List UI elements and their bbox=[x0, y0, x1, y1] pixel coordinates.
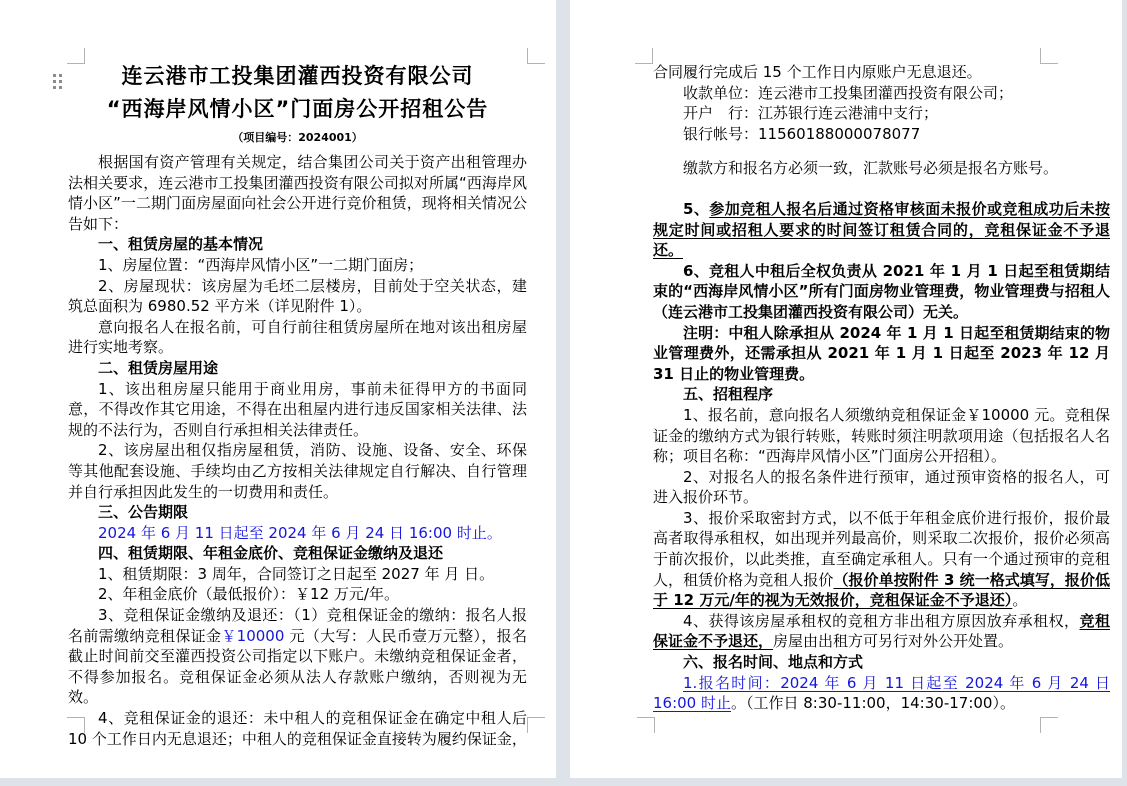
section-4-item-3 bbox=[68, 605, 527, 708]
section-5-item-2: 2、对报名人的报名条件进行预审，通过预审资格的报名人，可进入报价环节。 bbox=[653, 467, 1110, 507]
section-5-item-3 bbox=[653, 508, 1110, 611]
item-5-text: 参加竞租人报名后通过资格审核面未报价或竞租成功后未按规定时间或招租人要求的时间签订租赁合同的，竞租保证金不予退还。 bbox=[653, 199, 1110, 260]
account-number-line: 银行帐号：11560188000078077 bbox=[683, 124, 921, 143]
section-4-item-4: 4、竞租保证金的退还：未中租人的竞租保证金在确定中租人后 10 个工作日内无息退还；中租人的竞租保证金直接转为履约保证金， bbox=[68, 709, 527, 748]
bid-form-requirement: （报价单按附件 3 统一格式填写，报价低于 12 万元/年的视为无效报价，竞租保证金不予退还） bbox=[653, 570, 1110, 610]
section-2-item-2: 2、该房屋出租仅指房屋租赁，消防、设施、设备、安全、环保等其他配套设施、手续均由乙方按相关法律规定自行解决、自行管理并自行承担因此发生的一切费用和责任。 bbox=[68, 441, 527, 501]
section-1-note: 意向报名人在报名前，可自行前往租赁房屋所在地对该出租房屋进行实地考察。 bbox=[68, 317, 527, 357]
margin-crop-mark-bottom-right bbox=[1040, 717, 1058, 733]
text-run: 。 bbox=[1012, 591, 1028, 610]
project-number: （项目编号：2024001） bbox=[232, 131, 363, 144]
section-4-item-1: 1、租赁期限：3 周年，合同签订之日起至 2027 年 月 日。 bbox=[98, 564, 495, 583]
section-2-item-1: 1、该出租房屋只能用于商业用房，事前未征得甲方的书面同意，不得改作其它用途，不得在出租屋内进行违反国家相关法律、法规的不法行为，否则自行承担相关法律责任。 bbox=[68, 379, 527, 439]
section-5-heading: 五、招租程序 bbox=[683, 385, 774, 404]
section-1-item-2: 2、房屋现状：该房屋为毛坯二层楼房，目前处于空关状态，建筑总面积为 6980.52 平方米（详见附件 1）。 bbox=[68, 276, 527, 316]
section-4-item-2: 2、年租金底价（最低报价）：￥12 万元/年。 bbox=[98, 585, 399, 604]
text-run: 4、获得该房屋承租权的竞租方非出租方原因放弃承租权， bbox=[683, 611, 1080, 630]
margin-crop-mark-bottom-right bbox=[527, 717, 545, 733]
section-1-heading: 一、租赁房屋的基本情况 bbox=[98, 235, 264, 254]
text-run: 3、报价采取密封方式，以不低于年租金底价进行报价，报价最高者取得承租权，如出现并列最高价，则采取二次报价，报价必须高于前次报价，以此类推，直至确定承租人。只有一个通过预审的竞租人，租赁价格为竞租人报价 bbox=[653, 508, 1110, 589]
working-hours: 。（工作日 8:30-11:00，14:30-17:00）。 bbox=[731, 694, 1015, 713]
blank-line bbox=[653, 144, 1110, 158]
payee-line: 收款单位：连云港市工投集团灌西投资有限公司； bbox=[683, 83, 1014, 102]
section-3-heading: 三、公告期限 bbox=[98, 503, 189, 522]
announcement-period: 2024 年 6 月 11 日起至 2024 年 6 月 24 日 16:00 时止。 bbox=[98, 523, 502, 542]
text-run: 3、竞租保证金缴纳及退还：（1）竞租保证金的缴纳：报名人报名前需缴纳竞租保证金 bbox=[68, 606, 527, 645]
item-6-note: 注明：中租人除承担从 2024 年 1 月 1 日起至租赁期结束的物业管理费外，还需承担从 2021 年 1 月 1 日起至 2023 年 12 月 31 日止的物业管理费。 bbox=[653, 323, 1110, 383]
margin-crop-mark-bottom-left bbox=[637, 717, 655, 733]
item-5-number: 5、 bbox=[683, 199, 710, 218]
paragraph-intro: 根据国有资产管理有关规定，结合集团公司关于资产出租管理办法相关要求，连云港市工投集团灌西投资有限公司拟对所属“西海岸风情小区”一二期门面房屋面向社会公开进行竞价租赁，现将相关情况公告如下： bbox=[68, 153, 527, 233]
deposit-amount: ￥10000 bbox=[221, 626, 285, 645]
bank-line: 开户 行：江苏银行连云港浦中支行； bbox=[683, 104, 939, 123]
deposit-forfeit-clause: 竞租保证金不予退还， bbox=[653, 611, 1110, 651]
section-6-item-1 bbox=[653, 673, 1110, 714]
document-title-line2: “西海岸风情小区”门面房公开招租公告 bbox=[106, 97, 489, 121]
section-5-item-1: 1、报名前，意向报名人须缴纳竞租保证金￥10000 元。竞租保证金的缴纳方式为银行转账，转账时须注明款项用途（包括报名人名称；项目名称：“西海岸风情小区”门面房公开招租）。 bbox=[653, 405, 1110, 466]
section-2-heading: 二、租赁房屋用途 bbox=[98, 358, 219, 377]
section-4-heading: 四、租赁期限、年租金底价、竞租保证金缴纳及退还 bbox=[98, 544, 444, 563]
blank-line bbox=[653, 179, 1110, 199]
margin-crop-mark-top-right bbox=[527, 48, 545, 64]
section-6-heading: 六、报名时间、地点和方式 bbox=[683, 653, 864, 672]
item-6: 6、竞租人中租后全权负责从 2021 年 1 月 1 日起至租赁期结束的“西海岸风情小区”所有门面房物业管理费，物业管理费与招租人（连云港市工投集团灌西投资有限公司）无关。 bbox=[653, 261, 1110, 321]
page-2 bbox=[570, 0, 1122, 778]
section-5-item-4 bbox=[653, 611, 1110, 652]
refund-continuation: 合同履行完成后 15 个工作日内原账户无息退还。 bbox=[653, 63, 982, 81]
section-1-item-1: 1、房屋位置：“西海岸风情小区”一二期门面房； bbox=[98, 255, 424, 274]
page-1-content bbox=[68, 48, 527, 749]
document-title-line1: 连云港市工投集团灌西投资有限公司 bbox=[121, 64, 474, 88]
text-run: 元（大写：人民币壹万元整），报名截止时间前交至灌西投资公司指定以下账户。未缴纳竞租保证金者，不得参加报名。竞租保证金必须从法人存款账户缴纳，否则视为无效。 bbox=[68, 626, 528, 707]
page-1 bbox=[0, 0, 556, 778]
payer-note: 缴款方和报名方必须一致，汇款账号必须是报名方账号。 bbox=[683, 159, 1059, 178]
drag-handle-icon[interactable] bbox=[51, 72, 63, 90]
registration-time: 1.报名时间：2024 年 6 月 11 日起至 2024 年 6 月 24 日 16:00 时止 bbox=[653, 673, 1110, 713]
item-5 bbox=[653, 199, 1110, 261]
page-2-content bbox=[653, 62, 1110, 714]
text-run: 房屋由出租方可另行对外公开处置。 bbox=[773, 632, 1014, 651]
margin-crop-mark-top-left bbox=[635, 48, 653, 64]
